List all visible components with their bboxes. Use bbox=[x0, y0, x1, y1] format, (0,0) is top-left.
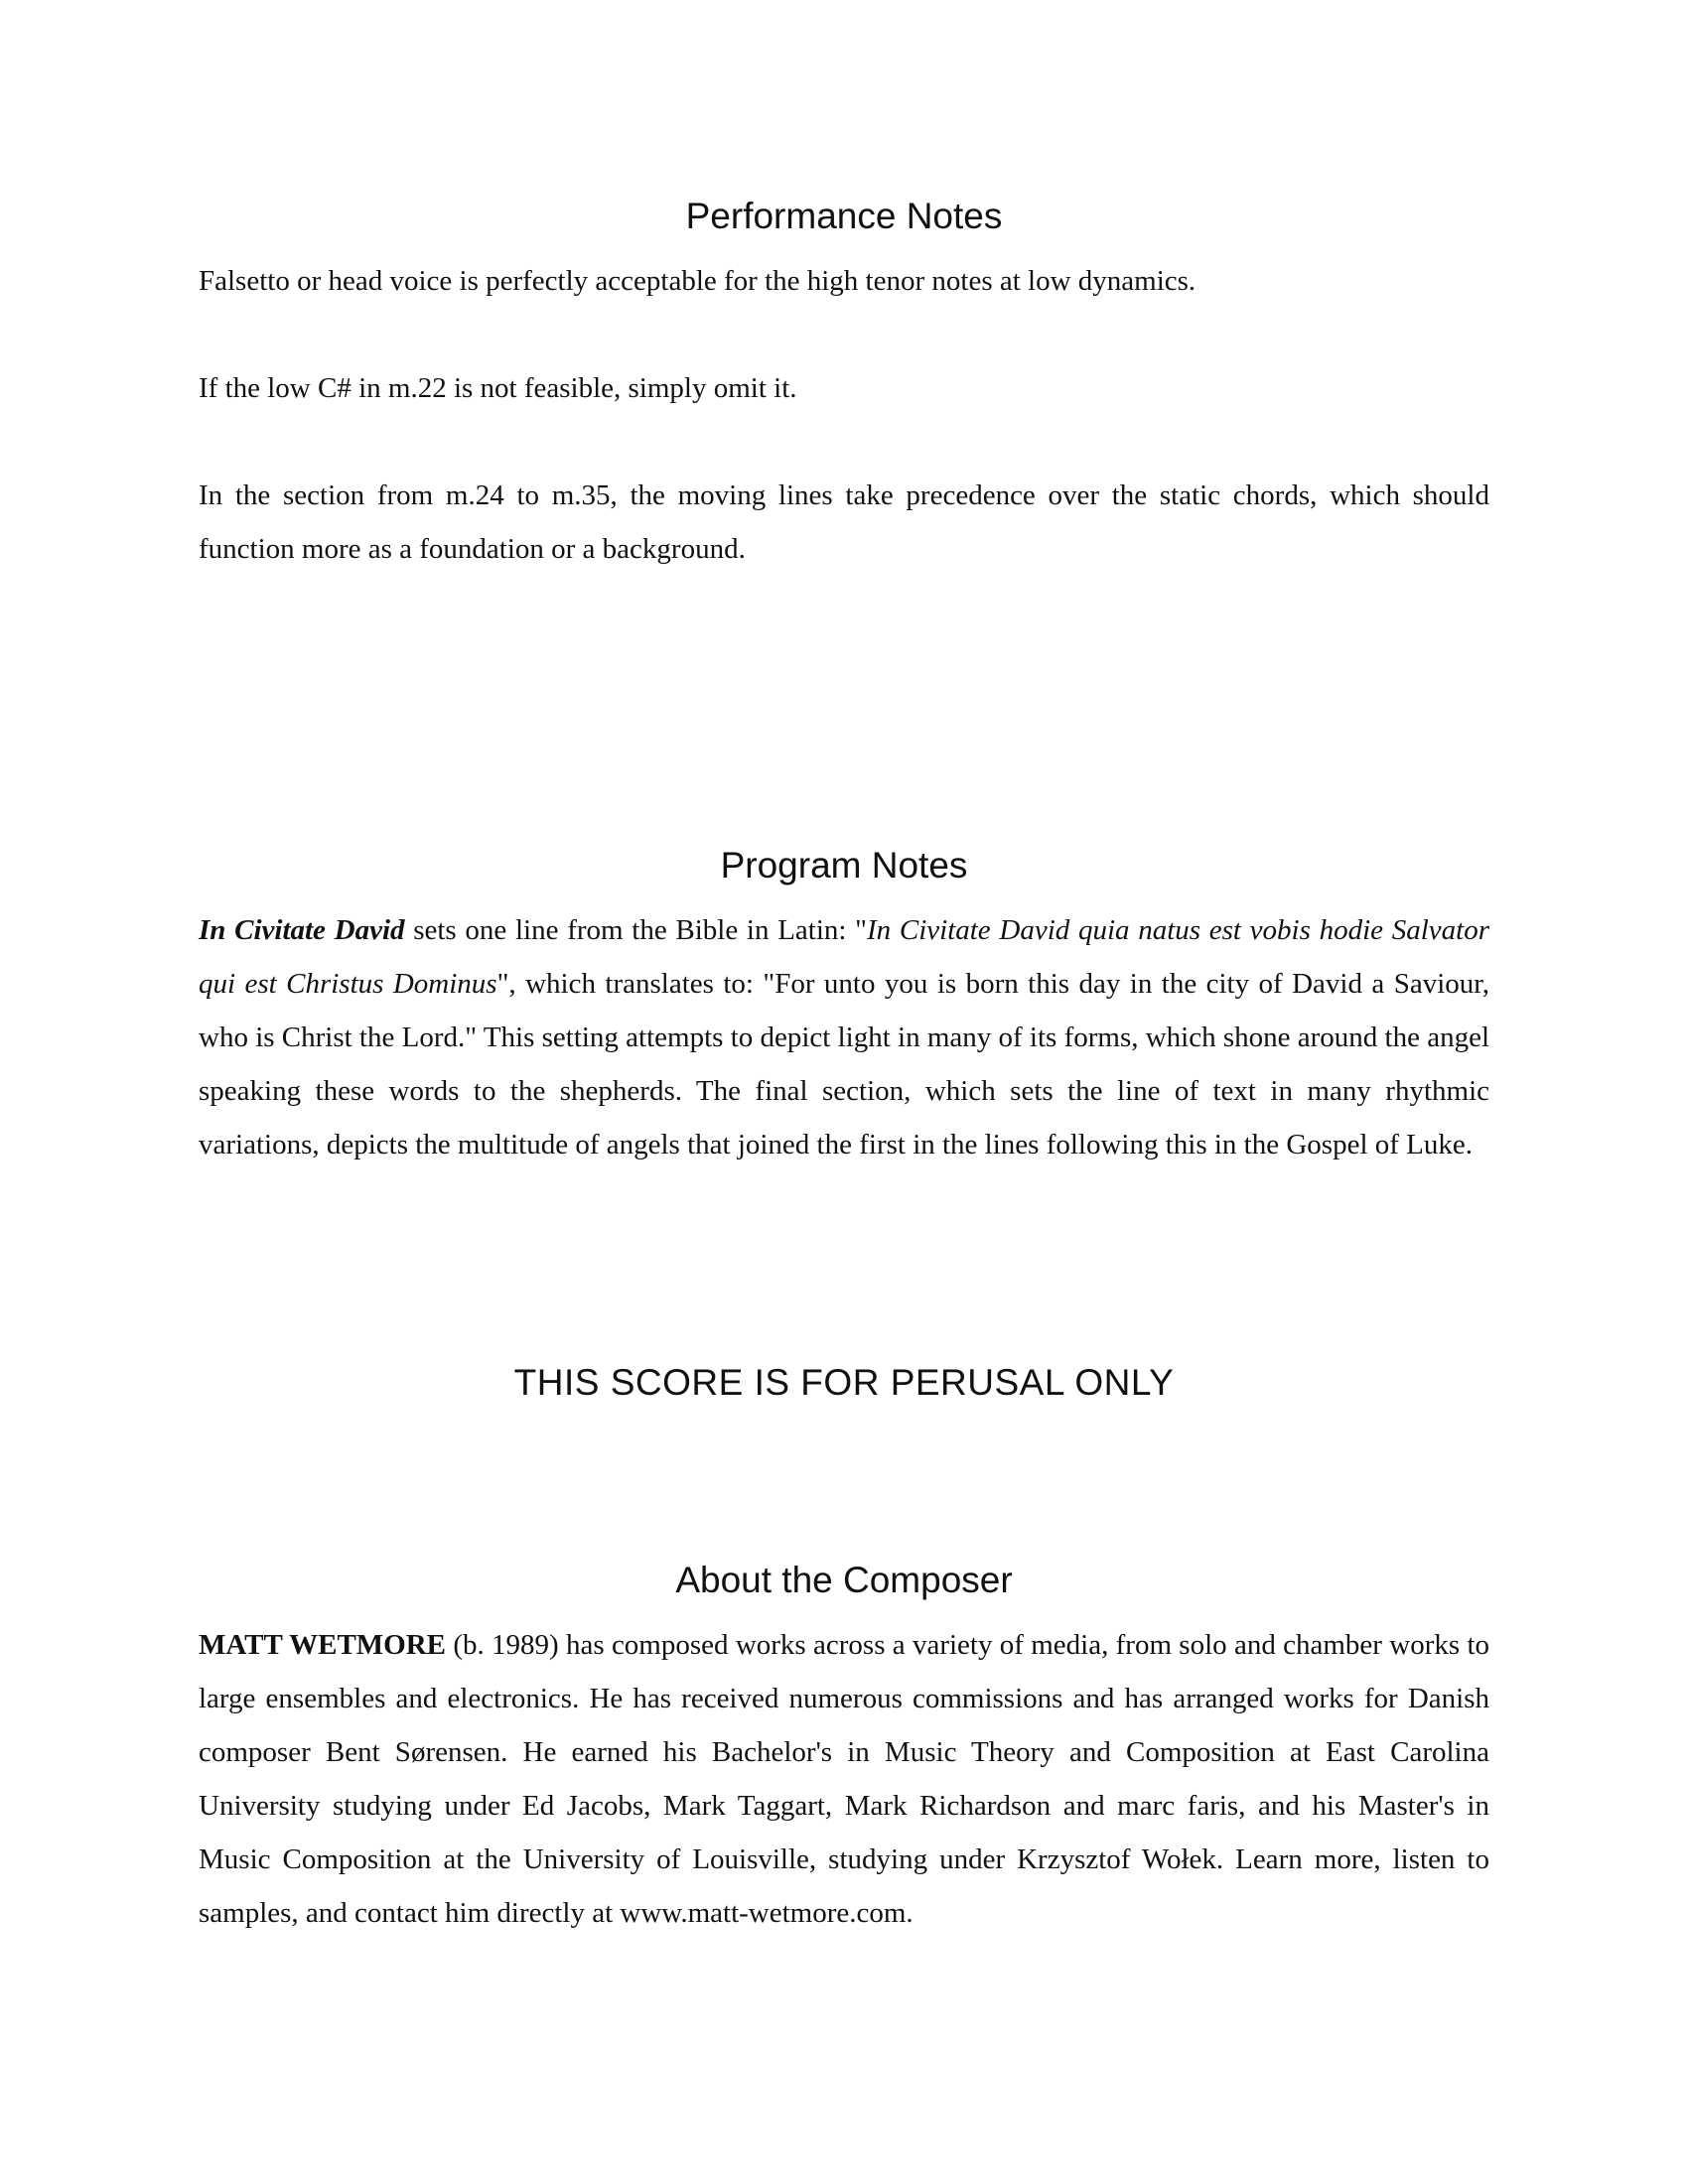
program-notes-heading: Program Notes bbox=[720, 845, 968, 886]
about-composer-heading: About the Composer bbox=[675, 1560, 1013, 1600]
work-title: In Civitate David bbox=[199, 914, 405, 946]
performance-note-1: Falsetto or head voice is perfectly acceptable for the high tenor notes at low dynamics. bbox=[199, 265, 1196, 297]
performance-notes-heading: Performance Notes bbox=[685, 196, 1003, 236]
perusal-notice: THIS SCORE IS FOR PERUSAL ONLY bbox=[513, 1362, 1175, 1403]
program-text-a: sets one line from the Bible in Latin: " bbox=[404, 914, 867, 946]
composer-bio: (b. 1989) has composed works across a variety of media, from solo and chamber works to large ensembles and electronics. He has received numerous commissions and has arranged works for Danish composer Bent Sørensen. He earned his Bachelor's in Music Theory and Composition at East Carolina University studying under Ed Jacobs, Mark Taggart, Mark Richardson and marc faris, and his Master's in Music Composition at the University of Louisville, studying under Krzysztof Wołek. Learn more, listen to samples, and contact him directly at www.matt-wetmore.com. bbox=[199, 1629, 1489, 1929]
performance-note-3: In the section from m.24 to m.35, the moving lines take precedence over the static chords, which should function more as a foundation or a background. bbox=[199, 479, 1489, 565]
document-page bbox=[199, 0, 1489, 2184]
performance-note-2: If the low C# in m.22 is not feasible, simply omit it. bbox=[199, 372, 797, 404]
program-text-b: ", which translates to: "For unto you is born this day in the city of David a Saviour, who is Christ the Lord." This setting attempts to depict light in many of its forms, which shone around the angel speaking these words to the shepherds. The final section, which sets the line of text in many rhythmic variations, depicts the multitude of angels that joined the first in the lines following this in the Gospel of Luke. bbox=[199, 968, 1490, 1160]
composer-bio-paragraph bbox=[199, 1618, 1489, 1940]
composer-name: MATT WETMORE bbox=[199, 1629, 447, 1661]
program-notes-paragraph bbox=[199, 903, 1489, 1171]
latin-text: In Civitate David quia natus est vobis hodie Salvator qui est Christus Dominus bbox=[199, 914, 1490, 1000]
